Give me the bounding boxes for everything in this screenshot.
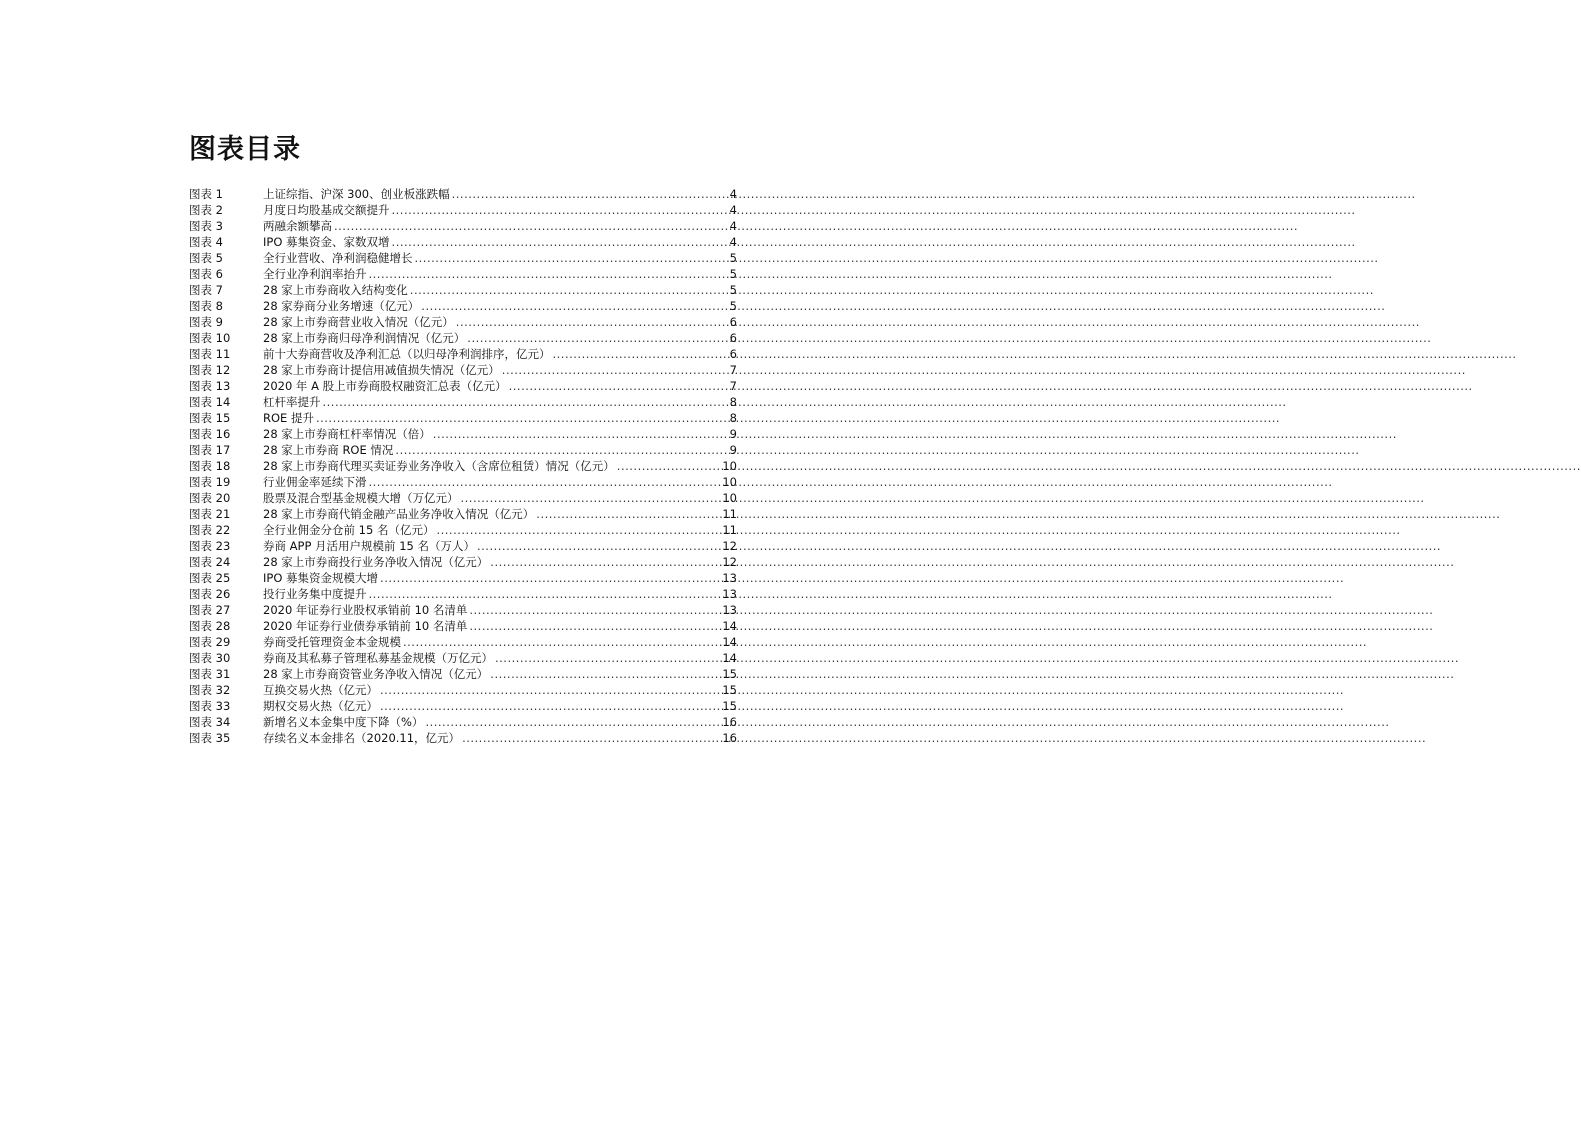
dot-leader <box>536 506 721 522</box>
toc-entry-label: 图表 5 <box>189 251 223 265</box>
toc-entry-page-number: 13 <box>722 587 737 601</box>
toc-entry-label: 图表 32 <box>189 683 231 697</box>
dot-leader <box>490 666 721 682</box>
toc-entry-title: 杠杆率提升 <box>263 395 321 409</box>
toc-entry[interactable] <box>189 554 737 570</box>
toc-entry[interactable] <box>189 186 737 202</box>
toc-entry[interactable] <box>189 362 737 378</box>
toc-entry-label: 图表 19 <box>189 475 231 489</box>
dot-leader <box>421 298 728 314</box>
toc-entry-page-number: 8 <box>729 411 737 425</box>
dot-leader <box>334 218 729 234</box>
toc-entry-page-number: 4 <box>729 187 737 201</box>
dot-leader <box>410 282 729 298</box>
dot-leader <box>495 650 721 666</box>
toc-entry-label: 图表 4 <box>189 235 223 249</box>
dot-leader <box>323 394 729 410</box>
toc-entry-label: 图表 1 <box>189 187 223 201</box>
toc-entry-page-number: 5 <box>729 283 737 297</box>
dot-leader <box>467 330 728 346</box>
toc-entry-label: 图表 25 <box>189 571 231 585</box>
dot-leader <box>461 490 722 506</box>
toc-entry-title: 投行业务集中度提升 <box>263 587 367 601</box>
dot-leader <box>452 186 729 202</box>
dot-leader <box>553 346 729 362</box>
toc-entry-title: 两融余额攀高 <box>263 219 332 233</box>
toc-entry[interactable] <box>189 250 737 266</box>
dot-leader <box>369 586 722 602</box>
toc-entry-label: 图表 6 <box>189 267 223 281</box>
toc-entry-title: 28 家上市券商杠杆率情况（倍） <box>263 427 431 441</box>
toc-entry-page-number: 11 <box>722 523 737 537</box>
dot-leader <box>369 266 729 282</box>
toc-entry-title: 全行业营收、净利润稳健增长 <box>263 251 413 265</box>
toc-entry[interactable] <box>189 714 737 730</box>
toc-entry-title: 全行业佣金分仓前 15 名（亿元） <box>263 523 435 537</box>
toc-entry-title: 28 家上市券商代销金融产品业务净收入情况（亿元） <box>263 507 535 521</box>
toc-entry-label: 图表 34 <box>189 715 231 729</box>
toc-entry[interactable] <box>189 266 737 282</box>
toc-entry-title: 券商受托管理资金本金规模 <box>263 635 401 649</box>
toc-entry-page-number: 14 <box>722 635 737 649</box>
toc-entry-page-number: 15 <box>722 683 737 697</box>
toc-entry[interactable] <box>189 314 737 330</box>
toc-entry[interactable] <box>189 458 737 474</box>
toc-entry-title: 28 家上市券商收入结构变化 <box>263 283 408 297</box>
toc-entry-title: 28 家券商分业务增速（亿元） <box>263 299 420 313</box>
toc-entry-page-number: 11 <box>722 507 737 521</box>
toc-entry-label: 图表 7 <box>189 283 223 297</box>
toc-entry-title: 28 家上市券商营业收入情况（亿元） <box>263 315 454 329</box>
toc-entry-label: 图表 27 <box>189 603 231 617</box>
toc-entry-title: 28 家上市券商投行业务净收入情况（亿元） <box>263 555 489 569</box>
dot-leader <box>392 202 729 218</box>
toc-entry-title: 2020 年证券行业股权承销前 10 名清单 <box>263 603 468 617</box>
toc-entry[interactable] <box>189 506 737 522</box>
toc-entry-title: 券商及其私募子管理私募基金规模（万亿元） <box>263 651 493 665</box>
dot-leader <box>380 570 721 586</box>
toc-entry-title: 行业佣金率延续下滑 <box>263 475 367 489</box>
toc-entry[interactable] <box>189 618 737 634</box>
dot-leader <box>415 250 729 266</box>
toc-entry[interactable] <box>189 282 737 298</box>
dot-leader <box>380 698 721 714</box>
toc-entry-label: 图表 35 <box>189 731 231 745</box>
dot-leader <box>433 426 729 442</box>
toc-entry-label: 图表 26 <box>189 587 231 601</box>
toc-entry-title: 前十大券商营收及净利汇总（以归母净利润排序，亿元） <box>263 347 551 361</box>
toc-entry[interactable] <box>189 730 737 746</box>
dot-leader <box>403 634 721 650</box>
toc-entry-title: 28 家上市券商代理买卖证券业务净收入（含席位租赁）情况（亿元） <box>263 459 615 473</box>
dot-leader <box>316 410 729 426</box>
toc-entry-title: ROE 提升 <box>263 411 314 425</box>
dot-leader <box>395 442 728 458</box>
dot-leader <box>469 602 721 618</box>
toc-entry[interactable] <box>189 410 737 426</box>
toc-entry-title: 存续名义本金排名（2020.11，亿元） <box>263 731 461 745</box>
toc-entry-title: 28 家上市券商归母净利润情况（亿元） <box>263 331 466 345</box>
toc-entry-page-number: 4 <box>729 219 737 233</box>
toc-entry[interactable] <box>189 378 737 394</box>
toc-entry-label: 图表 20 <box>189 491 231 505</box>
toc-entry-label: 图表 33 <box>189 699 231 713</box>
table-of-figures <box>189 186 737 746</box>
toc-entry[interactable] <box>189 426 737 442</box>
toc-entry-page-number: 12 <box>722 539 737 553</box>
toc-entry[interactable] <box>189 474 737 490</box>
toc-entry-title: 上证综指、沪深 300、创业板涨跌幅 <box>263 187 450 201</box>
dot-leader <box>380 682 721 698</box>
toc-entry-page-number: 8 <box>729 395 737 409</box>
toc-entry[interactable] <box>189 682 737 698</box>
toc-entry-page-number: 7 <box>729 379 737 393</box>
toc-entry[interactable] <box>189 634 737 650</box>
toc-entry-page-number: 4 <box>729 235 737 249</box>
toc-entry[interactable] <box>189 346 737 362</box>
toc-entry-page-number: 14 <box>722 619 737 633</box>
dot-leader <box>456 314 729 330</box>
toc-entry-title: 股票及混合型基金规模大增（万亿元） <box>263 491 459 505</box>
dot-leader <box>509 378 729 394</box>
toc-entry-page-number: 9 <box>729 427 737 441</box>
toc-entry-title: 28 家上市券商 ROE 情况 <box>263 443 394 457</box>
toc-entry-page-number: 13 <box>722 603 737 617</box>
toc-entry[interactable] <box>189 202 737 218</box>
toc-entry[interactable] <box>189 234 737 250</box>
toc-entry-label: 图表 18 <box>189 459 231 473</box>
toc-entry-label: 图表 22 <box>189 523 231 537</box>
toc-entry-page-number: 15 <box>722 667 737 681</box>
toc-entry-page-number: 6 <box>729 315 737 329</box>
dot-leader <box>490 554 721 570</box>
toc-entry[interactable] <box>189 698 737 714</box>
toc-entry-title: 券商 APP 月活用户规模前 15 名（万人） <box>263 539 475 553</box>
toc-entry-page-number: 16 <box>722 731 737 745</box>
toc-entry[interactable] <box>189 522 737 538</box>
toc-entry[interactable] <box>189 586 737 602</box>
page-title: 图表目录 <box>189 134 301 165</box>
toc-entry-label: 图表 15 <box>189 411 231 425</box>
toc-entry-title: 28 家上市券商资管业务净收入情况（亿元） <box>263 667 489 681</box>
toc-entry-label: 图表 23 <box>189 539 231 553</box>
toc-entry[interactable] <box>189 298 737 314</box>
toc-entry-page-number: 5 <box>729 299 737 313</box>
toc-entry-label: 图表 9 <box>189 315 223 329</box>
dot-leader <box>502 362 729 378</box>
dot-leader <box>436 522 721 538</box>
toc-entry-label: 图表 10 <box>189 331 231 345</box>
toc-entry-page-number: 5 <box>729 251 737 265</box>
toc-entry-title: IPO 募集资金规模大增 <box>263 571 379 585</box>
toc-entry-title: 2020 年 A 股上市券商股权融资汇总表（亿元） <box>263 379 507 393</box>
toc-entry[interactable] <box>189 666 737 682</box>
toc-entry[interactable] <box>189 394 737 410</box>
toc-entry-label: 图表 2 <box>189 203 223 217</box>
toc-entry-title: 28 家上市券商计提信用减值损失情况（亿元） <box>263 363 500 377</box>
toc-entry[interactable] <box>189 538 737 554</box>
toc-entry-label: 图表 11 <box>189 347 231 361</box>
toc-entry-label: 图表 16 <box>189 427 231 441</box>
toc-entry-label: 图表 13 <box>189 379 231 393</box>
dot-leader <box>477 538 721 554</box>
toc-entry-title: 月度日均股基成交额提升 <box>263 203 390 217</box>
toc-entry-label: 图表 29 <box>189 635 231 649</box>
toc-entry-page-number: 6 <box>729 347 737 361</box>
dot-leader <box>617 458 722 474</box>
toc-entry[interactable] <box>189 490 737 506</box>
dot-leader <box>369 474 722 490</box>
toc-entry-page-number: 5 <box>729 267 737 281</box>
toc-entry-page-number: 9 <box>729 443 737 457</box>
toc-entry-title: 期权交易火热（亿元） <box>263 699 378 713</box>
toc-entry-page-number: 12 <box>722 555 737 569</box>
toc-entry[interactable] <box>189 330 737 346</box>
toc-entry-label: 图表 21 <box>189 507 231 521</box>
dot-leader <box>462 730 721 746</box>
toc-entry-label: 图表 8 <box>189 299 223 313</box>
toc-entry-label: 图表 17 <box>189 443 231 457</box>
toc-entry-label: 图表 31 <box>189 667 231 681</box>
toc-entry-label: 图表 28 <box>189 619 231 633</box>
toc-entry[interactable] <box>189 570 737 586</box>
dot-leader <box>425 714 721 730</box>
toc-entry-page-number: 15 <box>722 699 737 713</box>
toc-entry-page-number: 4 <box>729 203 737 217</box>
toc-entry-label: 图表 3 <box>189 219 223 233</box>
toc-entry-title: 新增名义本金集中度下降（%） <box>263 715 424 729</box>
toc-entry-page-number: 13 <box>722 571 737 585</box>
toc-entry-page-number: 10 <box>722 475 737 489</box>
toc-entry-page-number: 10 <box>722 491 737 505</box>
toc-entry-label: 图表 12 <box>189 363 231 377</box>
dot-leader <box>469 618 721 634</box>
toc-entry[interactable] <box>189 602 737 618</box>
toc-entry[interactable] <box>189 650 737 666</box>
toc-entry[interactable] <box>189 218 737 234</box>
toc-entry-title: 全行业净利润率抬升 <box>263 267 367 281</box>
toc-entry-page-number: 6 <box>729 331 737 345</box>
dot-leader <box>392 234 729 250</box>
toc-entry-title: IPO 募集资金、家数双增 <box>263 235 390 249</box>
toc-entry-label: 图表 14 <box>189 395 231 409</box>
toc-entry-label: 图表 30 <box>189 651 231 665</box>
toc-entry[interactable] <box>189 442 737 458</box>
toc-entry-page-number: 16 <box>722 715 737 729</box>
toc-entry-title: 2020 年证券行业债券承销前 10 名清单 <box>263 619 468 633</box>
toc-entry-page-number: 14 <box>722 651 737 665</box>
toc-entry-page-number: 10 <box>722 459 737 473</box>
toc-entry-label: 图表 24 <box>189 555 231 569</box>
toc-entry-title: 互换交易火热（亿元） <box>263 683 378 697</box>
toc-entry-page-number: 7 <box>729 363 737 377</box>
